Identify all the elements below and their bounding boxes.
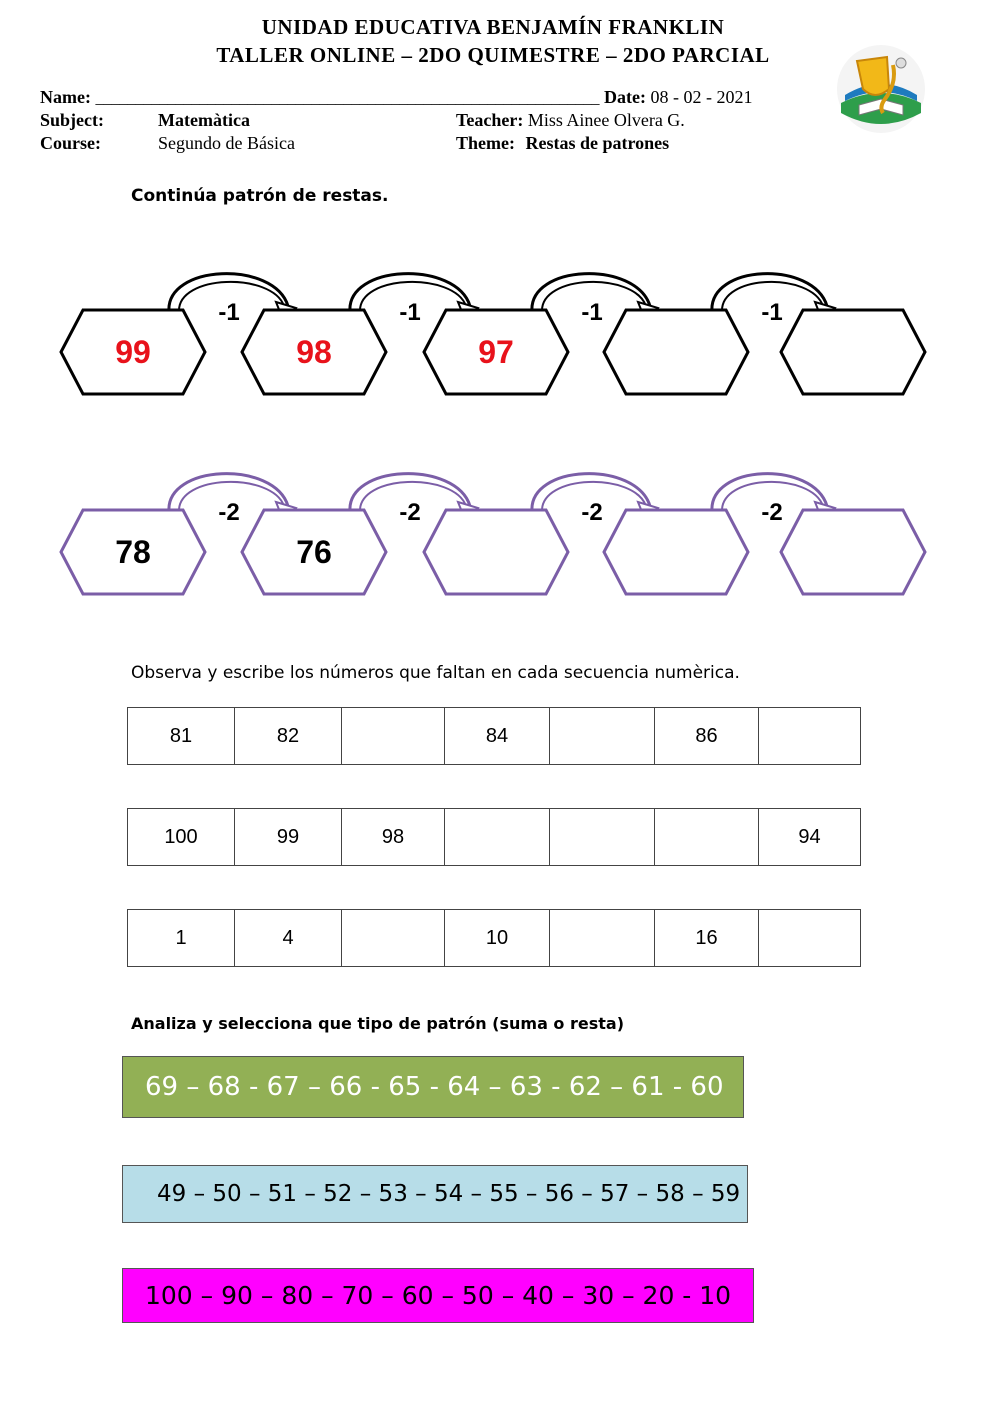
teacher-value: Miss Ainee Olvera G.	[527, 110, 685, 130]
school-logo	[835, 43, 927, 135]
name-row	[40, 87, 752, 108]
hexagon-value: 99	[115, 334, 151, 370]
school-name: UNIDAD EDUCATIVA BENJAMÍN FRANKLIN	[261, 15, 725, 39]
seq3-cell-blank[interactable]	[759, 910, 861, 967]
hexagon-value: 76	[296, 534, 332, 570]
seq1-cell: 84	[445, 708, 550, 765]
number-hexagon[interactable]	[424, 510, 568, 594]
instruction-missing-numbers: Observa y escribe los números que faltan en cada secuencia numèrica.	[131, 663, 740, 683]
step-label: -2	[218, 499, 240, 526]
seq3-cell-blank[interactable]	[342, 910, 445, 967]
number-hexagon[interactable]	[781, 310, 925, 394]
pattern-option-1[interactable]: 69 – 68 - 67 – 66 - 65 - 64 – 63 - 62 – 61 - 60	[122, 1056, 744, 1118]
pattern-option-3[interactable]: 100 – 90 – 80 – 70 – 60 – 50 – 40 – 30 – 20 - 10	[122, 1268, 754, 1323]
theme-label: Theme:	[456, 133, 515, 153]
teacher-label: Teacher:	[456, 110, 524, 130]
pattern-option-2[interactable]: 49 – 50 – 51 – 52 – 53 – 54 – 55 – 56 – 57 – 58 – 59	[122, 1165, 748, 1223]
seq3-cell-blank[interactable]	[550, 910, 655, 967]
seq2-cell: 100	[128, 809, 235, 866]
seq2-cell-blank[interactable]	[445, 809, 550, 866]
subject-label: Subject:	[40, 110, 104, 130]
sequence-table-1	[127, 707, 861, 765]
step-label: -2	[761, 499, 783, 526]
step-label: -1	[581, 299, 603, 326]
seq1-cell: 81	[128, 708, 235, 765]
sequence-table-2	[127, 808, 861, 866]
hexagon-value: 98	[296, 334, 332, 370]
teacher-row	[456, 110, 685, 131]
seq1-cell: 82	[235, 708, 342, 765]
hexagon-value: 97	[478, 334, 514, 370]
seq2-cell: 94	[759, 809, 861, 866]
step-label: -2	[399, 499, 421, 526]
instruction-continue-pattern: Continúa patrón de restas.	[131, 186, 389, 206]
seq2-cell-blank[interactable]	[550, 809, 655, 866]
course-label: Course:	[40, 133, 101, 153]
name-label: Name:	[40, 87, 91, 107]
instruction-analyze-pattern: Analiza y selecciona que tipo de patrón (suma o resta)	[131, 1014, 625, 1033]
date-value: 08 - 02 - 2021	[650, 87, 753, 107]
course-value: Segundo de Básica	[158, 133, 295, 153]
theme-value: Restas de patrones	[525, 133, 670, 153]
seq2-cell-blank[interactable]	[655, 809, 759, 866]
sequence-table-3	[127, 909, 861, 967]
theme-row	[456, 133, 669, 154]
worksheet-subtitle: TALLER ONLINE – 2DO QUIMESTRE – 2DO PARCIAL	[216, 43, 770, 67]
seq1-cell-blank[interactable]	[759, 708, 861, 765]
seq1-cell-blank[interactable]	[342, 708, 445, 765]
step-label: -2	[581, 499, 603, 526]
seq2-cell: 98	[342, 809, 445, 866]
seq1-cell-blank[interactable]	[550, 708, 655, 765]
seq2-cell: 99	[235, 809, 342, 866]
subject-value: Matemàtica	[158, 110, 250, 130]
seq3-cell: 4	[235, 910, 342, 967]
date-label: Date:	[603, 87, 646, 107]
step-label: -1	[761, 299, 783, 326]
seq3-cell: 10	[445, 910, 550, 967]
number-hexagon[interactable]	[781, 510, 925, 594]
step-label: -1	[399, 299, 421, 326]
hexagon-sequences	[0, 250, 1000, 610]
seq3-cell: 16	[655, 910, 759, 967]
seq3-cell: 1	[128, 910, 235, 967]
hexagon-value: 78	[115, 534, 151, 570]
seq1-cell: 86	[655, 708, 759, 765]
step-label: -1	[218, 299, 240, 326]
number-hexagon[interactable]	[604, 510, 748, 594]
name-blank-line[interactable]: _______________________________________________________________	[95, 90, 600, 107]
number-hexagon[interactable]	[604, 310, 748, 394]
